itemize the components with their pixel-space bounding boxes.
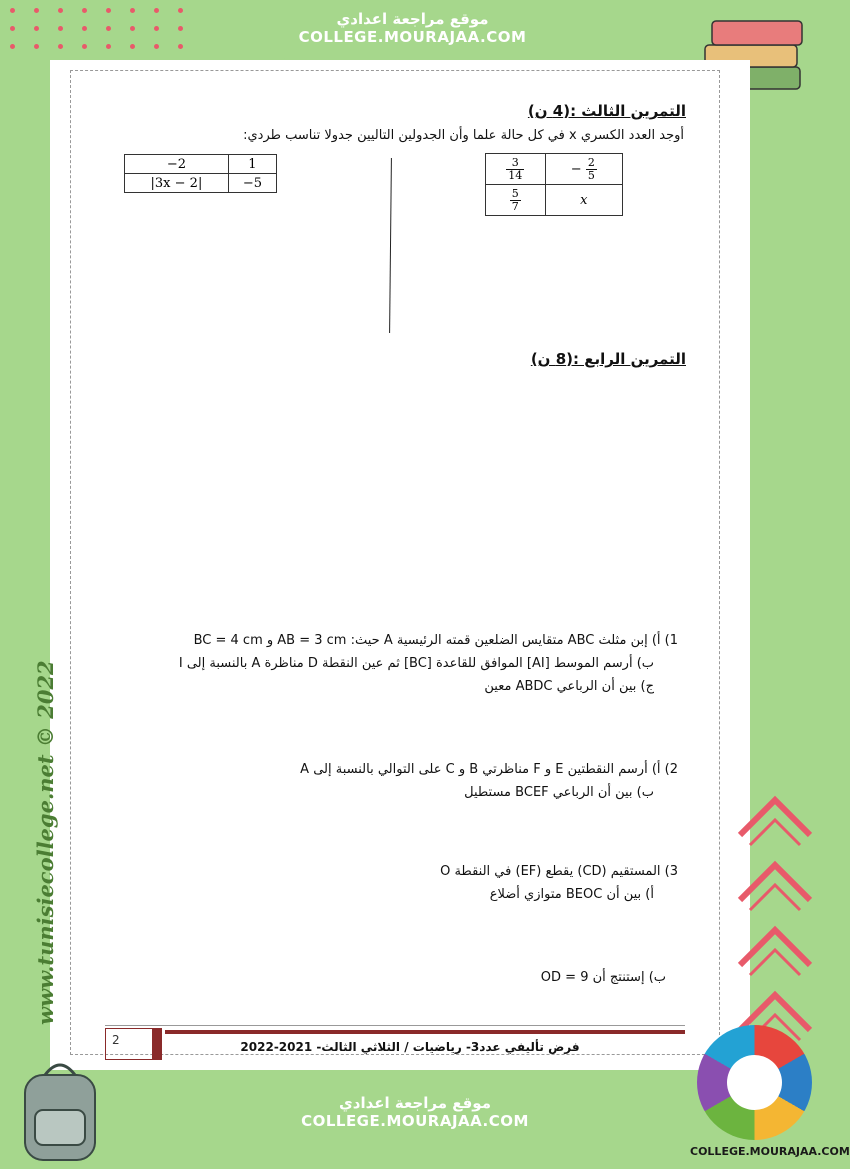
table-cell: −5 bbox=[228, 174, 276, 193]
question-2b: ب) بين أن الرباعي BCEF مستطيل bbox=[464, 785, 654, 800]
decorative-dots bbox=[10, 8, 200, 58]
exercise3-title: التمرين الثالث :(4 ن) bbox=[527, 102, 686, 120]
logo-center bbox=[727, 1055, 782, 1110]
page-number: 2 bbox=[105, 1028, 162, 1060]
question-1b: ب) أرسم الموسط [AI] الموافق للقاعدة [BC] ثم عين النقطة D مناظرة A بالنسبة إلى I bbox=[178, 656, 654, 671]
table-cell: $\frac{5}{7}$ bbox=[486, 185, 546, 216]
exercise4-title: التمرين الرابع :(8 ن) bbox=[530, 350, 686, 368]
banner-title: موقع مراجعة اعدادي bbox=[336, 10, 489, 28]
page-number-accent bbox=[152, 1028, 162, 1060]
chevron-up-icon bbox=[735, 920, 815, 980]
question-3b: ب) إستنتج أن OD = 9 bbox=[540, 970, 666, 985]
table-cell: $\frac{3}{14}$ bbox=[486, 154, 546, 185]
left-proportion-table bbox=[124, 154, 277, 193]
watermark-text: www.tunisiecollege.net © 2022 bbox=[33, 660, 58, 1025]
chevron-up-icon bbox=[735, 790, 815, 850]
question-1a: 1) أ) إبن مثلث ABC متقايس الضلعين قمته الرئيسية A حيث: AB = 3 cm و BC = 4 cm bbox=[193, 633, 678, 648]
footer-banner[interactable] bbox=[250, 1072, 580, 1169]
exercise3-instruction: أوجد العدد الكسري x في كل حالة علما وأن الجدولين التاليين جدولا تناسب طردي: bbox=[243, 128, 684, 143]
footer-text: فرض تأليفي عدد3- رياضيات / الثلاثي الثالث- 2021-2022 bbox=[240, 1040, 580, 1054]
footer-stripe bbox=[165, 1030, 685, 1034]
right-proportion-table bbox=[485, 153, 623, 216]
table-cell: 1 bbox=[228, 155, 276, 174]
question-2a: 2) أ) أرسم النقطتين E و F مناظرتي B و C على التوالي بالنسبة إلى A bbox=[300, 762, 678, 777]
question-1c: ج) بين أن الرباعي ABDC معين bbox=[484, 679, 654, 694]
logo-text: COLLEGE.MOURAJAA.COM bbox=[690, 1145, 850, 1158]
banner-url[interactable]: COLLEGE.MOURAJAA.COM bbox=[298, 28, 527, 46]
banner-url[interactable]: COLLEGE.MOURAJAA.COM bbox=[301, 1112, 529, 1130]
question-3a: أ) بين أن BEOC متوازي أضلاع bbox=[489, 887, 654, 902]
banner-title: موقع مراجعة اعدادي bbox=[339, 1094, 491, 1112]
chevron-up-icon bbox=[735, 855, 815, 915]
backpack-icon bbox=[10, 1050, 110, 1165]
table-cell: |3x − 2| bbox=[125, 174, 229, 193]
table-cell: −2 bbox=[125, 155, 229, 174]
footer-divider bbox=[105, 1025, 685, 1026]
question-3: 3) المستقيم (CD) يقطع (EF) في النقطة O bbox=[440, 864, 678, 879]
table-cell: x bbox=[545, 185, 622, 216]
header-banner[interactable] bbox=[265, 0, 560, 60]
page-border bbox=[70, 70, 720, 1055]
table-cell: − $\frac{2}{5}$ bbox=[545, 154, 622, 185]
